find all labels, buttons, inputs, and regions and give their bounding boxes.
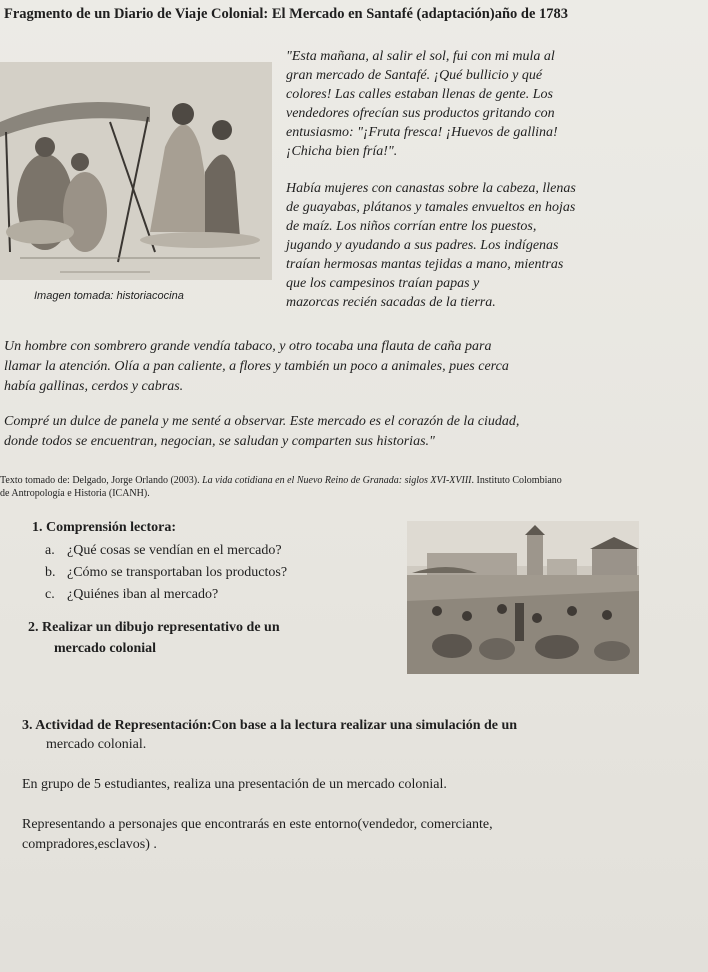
paragraph-line: Un hombre con sombrero grande vendía tabaco, y otro tocaba una flauta de caña para [4,339,492,354]
plaza-market-drawing [407,521,639,674]
item-letter: b. [45,565,56,580]
paragraph-line: mazorcas recién sacadas de la tierra. [286,295,496,310]
list-item [45,562,287,584]
citation-line2: de Antropología e Historia (ICANH). [0,488,150,499]
paragraph-line: había gallinas, cerdos y cabras. [4,379,184,394]
activity-roles-line: Representando a personajes que encontrarás en este entorno(vendedor, comerciante, [22,817,493,832]
intro-line: vendedores ofrecían sus productos gritando con [286,106,555,121]
list-item [45,584,287,606]
paragraph-line: jugando y ayudando a sus padres. Los indígenas [286,238,559,253]
intro-line: "Esta mañana, al salir el sol, fui con mi mula al [286,49,555,64]
intro-line: colores! Las calles estaban llenas de gente. Los [286,87,554,102]
source-citation [0,474,700,500]
citation-prefix: Texto tomado de: Delgado, Jorge Orlando (2003). [0,475,203,486]
intro-line: ¡Chicha bien fría!". [286,144,398,159]
item-letter: c. [45,587,55,602]
activity-roles-line: compradores,esclavos) . [22,837,157,852]
paragraph-line: llamar la atención. Olía a pan caliente, a flores y también un poco a animales, pues cerca [4,359,509,374]
paragraph-line: traían hermosas mantas tejidas a mano, mientras [286,257,564,272]
market-vendors-illustration [0,62,272,280]
colonial-plaza-market-illustration [407,521,639,674]
item-text: ¿Cómo se transportaban los productos? [67,565,288,580]
market-vendors-drawing [0,62,272,280]
item-letter: a. [45,543,55,558]
question-2-title: 2. Realizar un dibujo representativo de un [28,620,280,635]
paragraph-line: Había mujeres con canastas sobre la cabeza, llenas [286,181,576,196]
citation-suffix: . Instituto Colombiano [471,475,562,486]
citation-work: La vida cotidiana en el Nuevo Reino de Granada: siglos XVI-XVIII [202,475,472,486]
activity-instruction: En grupo de 5 estudiantes, realiza una presentación de un mercado colonial. [22,777,447,792]
intro-line: gran mercado de Santafé. ¡Qué bullicio y qué [286,68,543,83]
activity-3 [22,717,662,855]
paragraph-line: Compré un dulce de panela y me senté a observar. Este mercado es el corazón de la ciudad, [4,414,520,429]
paragraph-3 [4,337,670,397]
paragraph-4 [4,412,684,452]
item-text: ¿Qué cosas se vendían en el mercado? [67,543,282,558]
paragraph-line: donde todos se encuentran, negocian, se saludan y comparten sus historias." [4,434,435,449]
list-item [45,540,287,562]
diary-intro [286,47,686,312]
item-text: ¿Quiénes iban al mercado? [67,587,219,602]
question-3-title-cont: mercado colonial. [46,737,147,752]
paragraph-2 [286,179,686,312]
paragraph-line: que los campesinos traían papas y [286,276,480,291]
question-1-list [45,540,287,606]
question-3-title: 3. Actividad de Representación:Con base a la lectura realizar una simulación de un [22,718,518,733]
paragraph-line: de maíz. Los niños corrían entre los puestos, [286,219,537,234]
question-2-title-cont: mercado colonial [54,641,157,656]
paragraph-line: de guayabas, plátanos y tamales envueltos en hojas [286,200,576,215]
question-1-title: 1. Comprensión lectora: [32,520,176,535]
document-title: Fragmento de un Diario de Viaje Colonial: El Mercado en Santafé (adaptación)año de 1783 [4,6,569,22]
intro-line: entusiasmo: "¡Fruta fresca! ¡Huevos de gallina! [286,125,558,140]
image-caption: Imagen tomada: historiacocina [34,290,184,302]
